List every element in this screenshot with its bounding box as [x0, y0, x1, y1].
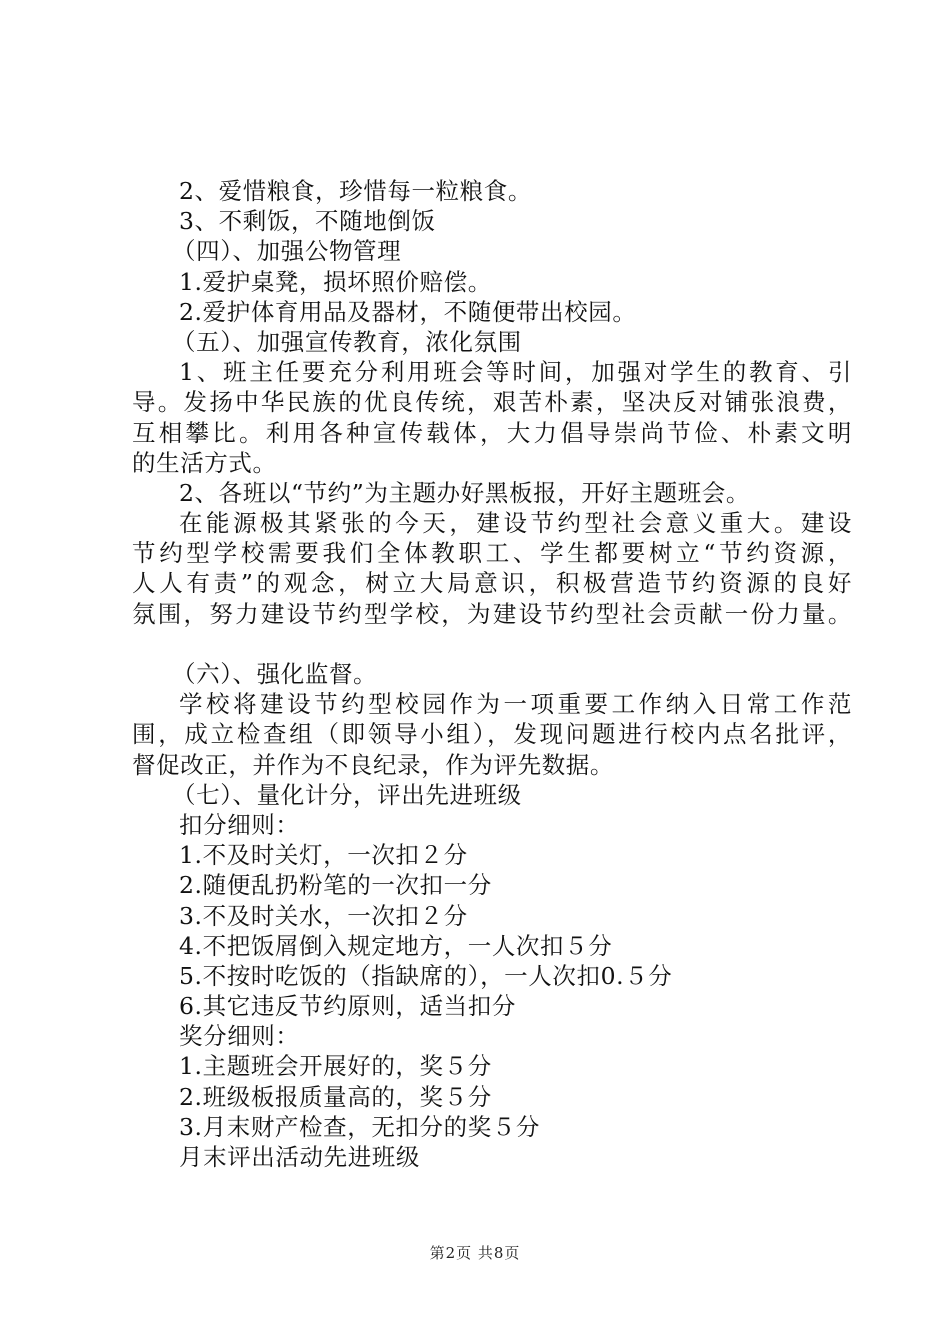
- list-item: 2.班级板报质量高的，奖５分: [179, 1082, 492, 1111]
- text-line: 1、班主任要充分利用班会等时间，加强对学生的教育、引: [179, 358, 852, 387]
- text-line: 的生活方式。: [132, 448, 277, 477]
- text-line: 2、各班以“节约”为主题办好黑板报，开好主题班会。: [179, 478, 750, 507]
- text-line: 2.爱护体育用品及器材，不随便带出校园。: [179, 297, 637, 326]
- list-item: 2.随便乱扔粉笔的一次扣一分: [179, 871, 492, 900]
- text-line: 导。发扬中华民族的优良传统，艰苦朴素，坚决反对铺张浪费，: [132, 388, 852, 417]
- list-item: 5.不按时吃饭的（指缺席的），一人次扣0.５分: [179, 961, 673, 990]
- section-heading: （六）、强化监督。: [172, 660, 378, 688]
- list-item: 1.主题班会开展好的，奖５分: [179, 1052, 492, 1081]
- text-line: 氛围，努力建设节约型学校，为建设节约型社会贡献一份力量。: [132, 599, 852, 628]
- section-heading: （五）、加强宣传教育，浓化氛围: [172, 327, 522, 356]
- list-item: 3.不及时关水，一次扣２分: [179, 901, 468, 930]
- page-number-footer: 第2页 共8页: [429, 1244, 521, 1262]
- text-line: 在能源极其紧张的今天，建设节约型社会意义重大。建设: [179, 509, 852, 538]
- list-item: 4.不把饭屑倒入规定地方，一人次扣５分: [179, 931, 613, 960]
- blank-line: [132, 629, 852, 659]
- text-line: 1.爱护桌凳，损坏照价赔偿。: [179, 267, 492, 296]
- text-line: 学校将建设节约型校园作为一项重要工作纳入日常工作范: [179, 690, 852, 719]
- text-line: 节约型学校需要我们全体教职工、学生都要树立“节约资源，: [132, 539, 852, 568]
- text-line: 人人有责”的观念，树立大局意识，积极营造节约资源的良好: [132, 569, 852, 598]
- text-line: 奖分细则：: [179, 1022, 300, 1051]
- text-line: 月末评出活动先进班级: [179, 1143, 420, 1171]
- text-line: 互相攀比。利用各种宣传载体，大力倡导崇尚节俭、朴素文明: [132, 418, 852, 447]
- list-item: 3.月末财产检查，无扣分的奖５分: [179, 1112, 541, 1141]
- text-line: 2、爱惜粮食，珍惜每一粒粮食。: [179, 177, 532, 205]
- text-line: 3、不剩饭，不随地倒饭: [179, 207, 436, 236]
- section-heading: （四）、加强公物管理: [172, 237, 402, 266]
- list-item: 6.其它违反节约原则，适当扣分: [179, 992, 516, 1021]
- text-line: 督促改正，并作为不良纪录，作为评先数据。: [132, 750, 614, 779]
- text-line: 围，成立检查组（即领导小组），发现问题进行校内点名批评，: [132, 720, 852, 749]
- section-heading: （七）、量化计分，评出先进班级: [172, 780, 522, 809]
- list-item: 1.不及时关灯，一次扣２分: [179, 841, 468, 870]
- document-body: [132, 176, 852, 1172]
- text-line: 扣分细则：: [179, 810, 300, 839]
